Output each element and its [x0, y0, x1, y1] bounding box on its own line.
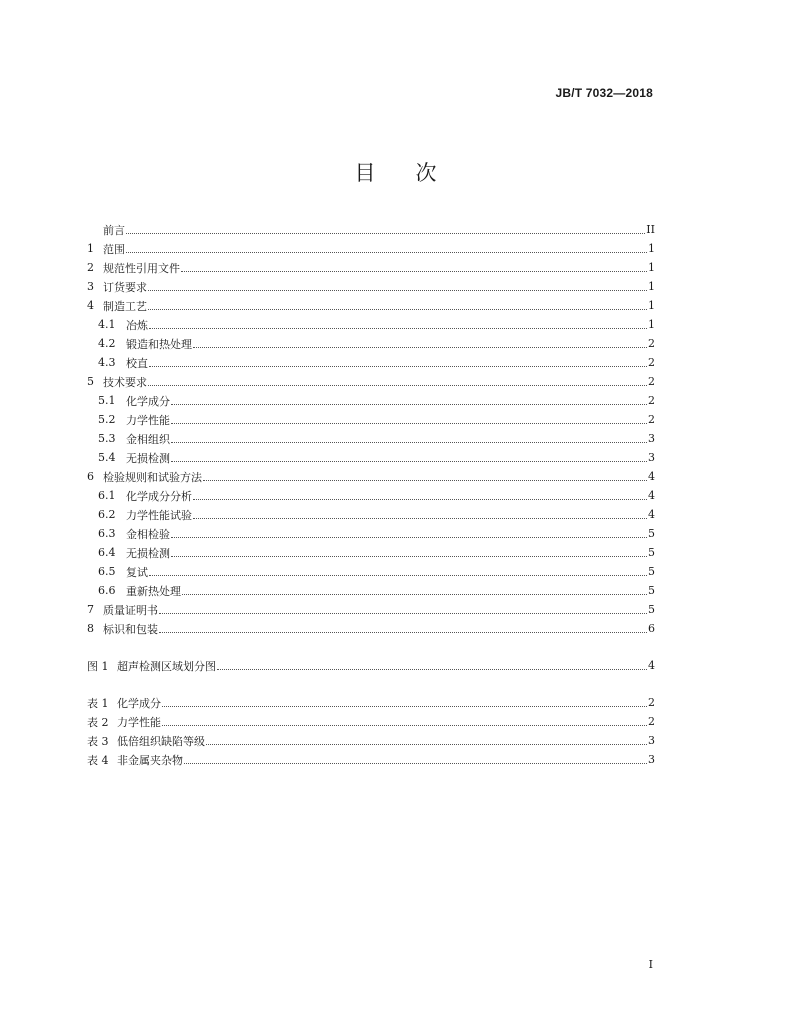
dot-leader — [171, 442, 647, 443]
toc-entry-number: 4.3 — [98, 356, 116, 369]
toc-entry[interactable] — [87, 239, 655, 258]
toc-entry-page: 5 — [648, 527, 655, 540]
toc-entry-label: 范围 — [103, 242, 125, 256]
toc-entry-number: 6.4 — [98, 546, 116, 559]
title-char-2: 次 — [415, 161, 437, 185]
toc-entry[interactable] — [87, 619, 655, 638]
toc-entry-page: 2 — [648, 394, 655, 407]
toc-entry-label: 力学性能 — [117, 715, 161, 729]
toc-entry[interactable] — [87, 562, 655, 581]
toc-entry[interactable] — [87, 391, 655, 410]
toc-entry-number: 6.5 — [98, 565, 116, 578]
toc-entry-number: 8 — [87, 622, 94, 635]
toc-entry-page: 3 — [648, 451, 655, 464]
toc-entry[interactable] — [87, 505, 655, 524]
toc-entry-number: 表 4 — [87, 753, 109, 767]
toc-entry-label: 技术要求 — [103, 375, 147, 389]
toc-entry[interactable] — [87, 693, 655, 712]
toc-entry-number: 6.6 — [98, 584, 116, 597]
toc-entry[interactable] — [87, 258, 655, 277]
toc-entry[interactable] — [87, 410, 655, 429]
toc-entry[interactable] — [87, 296, 655, 315]
toc-entry[interactable] — [87, 656, 655, 675]
toc-entry-label: 复试 — [126, 565, 148, 579]
toc-entry[interactable] — [87, 448, 655, 467]
toc-entry-page: 1 — [648, 242, 655, 255]
toc-entry-label: 锻造和热处理 — [126, 337, 192, 351]
dot-leader — [171, 461, 647, 462]
toc-entry[interactable] — [87, 429, 655, 448]
toc-entry-page: 4 — [648, 508, 655, 521]
toc-entry-number: 5.1 — [98, 394, 116, 407]
toc-entry-label: 制造工艺 — [103, 299, 147, 313]
toc-entry-page: 1 — [648, 299, 655, 312]
dot-leader — [217, 669, 647, 670]
toc-entry-page: 3 — [648, 753, 655, 766]
toc-entry-number: 5 — [87, 375, 94, 388]
toc-entry-label: 规范性引用文件 — [103, 261, 180, 275]
toc-entry-label: 无损检测 — [126, 451, 170, 465]
toc-entry-number: 3 — [87, 280, 94, 293]
toc-entry-label: 校直 — [126, 356, 148, 370]
dot-leader — [203, 480, 647, 481]
toc-entry-page: 1 — [648, 318, 655, 331]
toc-entry-number: 4.2 — [98, 337, 116, 350]
toc-entry-number: 表 2 — [87, 715, 109, 729]
toc-entry[interactable] — [87, 372, 655, 391]
dot-leader — [193, 347, 647, 348]
toc-entry[interactable] — [87, 600, 655, 619]
toc-entry[interactable] — [87, 543, 655, 562]
toc-entry-label: 非金属夹杂物 — [117, 753, 183, 767]
toc-entry-page: 4 — [648, 489, 655, 502]
toc-entry-label: 标识和包装 — [103, 622, 158, 636]
toc-entry[interactable] — [87, 581, 655, 600]
toc-entry[interactable] — [87, 712, 655, 731]
dot-leader — [149, 366, 647, 367]
toc-entry-label: 前言 — [103, 223, 125, 237]
toc-entry[interactable] — [87, 353, 655, 372]
toc-entry-number: 7 — [87, 603, 94, 616]
dot-leader — [126, 252, 647, 253]
toc-entry-number: 6.2 — [98, 508, 116, 521]
toc-entry-label: 金相组织 — [126, 432, 170, 446]
toc-entry-page: 5 — [648, 546, 655, 559]
toc-entry-number: 表 3 — [87, 734, 109, 748]
dot-leader — [171, 537, 647, 538]
dot-leader — [126, 233, 645, 234]
dot-leader — [159, 632, 647, 633]
toc-entry-number: 图 1 — [87, 659, 109, 673]
toc-table-list — [87, 693, 655, 769]
toc-entry-page: 6 — [648, 622, 655, 635]
toc-entry-page: 5 — [648, 584, 655, 597]
dot-leader — [193, 499, 647, 500]
dot-leader — [159, 613, 647, 614]
toc-entry-label: 超声检测区域划分图 — [117, 659, 216, 673]
toc-entry-page: 3 — [648, 734, 655, 747]
toc-entry-page: 4 — [648, 659, 655, 672]
toc-entry-label: 化学成分分析 — [126, 489, 192, 503]
toc-entry-label: 订货要求 — [103, 280, 147, 294]
dot-leader — [182, 594, 647, 595]
dot-leader — [206, 744, 647, 745]
toc-entry-page: 5 — [648, 603, 655, 616]
toc-entry-label: 冶炼 — [126, 318, 148, 332]
toc-entry-number: 5.3 — [98, 432, 116, 445]
toc-entry-number: 5.2 — [98, 413, 116, 426]
toc-entry-label: 低倍组织缺陷等级 — [117, 734, 205, 748]
dot-leader — [171, 423, 647, 424]
toc-entry-number: 1 — [87, 242, 94, 255]
toc-entry-label: 检验规则和试验方法 — [103, 470, 202, 484]
dot-leader — [193, 518, 647, 519]
toc-entry-page: 2 — [648, 696, 655, 709]
toc-entry-page: 1 — [648, 261, 655, 274]
toc-entry[interactable] — [87, 334, 655, 353]
toc-entry-page: 3 — [648, 432, 655, 445]
toc-entry-number: 6.3 — [98, 527, 116, 540]
dot-leader — [181, 271, 647, 272]
dot-leader — [148, 290, 647, 291]
dot-leader — [162, 725, 647, 726]
toc-entry-number: 5.4 — [98, 451, 116, 464]
toc-entry-number: 2 — [87, 261, 94, 274]
toc-entry-label: 化学成分 — [117, 696, 161, 710]
toc-entry-label: 力学性能 — [126, 413, 170, 427]
dot-leader — [171, 556, 647, 557]
toc-entry[interactable] — [87, 731, 655, 750]
toc-entry[interactable] — [87, 750, 655, 769]
toc-entry-page: 2 — [648, 715, 655, 728]
dot-leader — [162, 706, 647, 707]
toc-entry-number: 4 — [87, 299, 94, 312]
toc-entry-number: 6 — [87, 470, 94, 483]
page-title — [0, 158, 791, 188]
toc-entry[interactable] — [87, 220, 655, 239]
toc-entry-label: 化学成分 — [126, 394, 170, 408]
toc-entry-number: 4.1 — [98, 318, 116, 331]
standard-code: JB/T 7032—2018 — [555, 86, 653, 100]
toc-entry[interactable] — [87, 486, 655, 505]
toc-entry[interactable] — [87, 524, 655, 543]
toc-entry-page: 2 — [648, 375, 655, 388]
toc-entry-label: 重新热处理 — [126, 584, 181, 598]
toc-entry[interactable] — [87, 315, 655, 334]
toc-entry-page: 5 — [648, 565, 655, 578]
dot-leader — [149, 575, 647, 576]
toc-entry-page: 2 — [648, 413, 655, 426]
page-number: I — [648, 958, 653, 971]
toc-entry-page: 2 — [648, 356, 655, 369]
toc-entry-page: 4 — [648, 470, 655, 483]
toc-entry-page: 2 — [648, 337, 655, 350]
dot-leader — [184, 763, 647, 764]
title-char-1: 目 — [354, 161, 376, 185]
toc-entry-page: 1 — [648, 280, 655, 293]
toc-entry-label: 力学性能试验 — [126, 508, 192, 522]
toc-entry[interactable] — [87, 467, 655, 486]
dot-leader — [148, 309, 647, 310]
toc-entry[interactable] — [87, 277, 655, 296]
table-of-contents — [87, 220, 655, 769]
toc-entry-label: 无损检测 — [126, 546, 170, 560]
dot-leader — [171, 404, 647, 405]
dot-leader — [148, 385, 647, 386]
toc-entry-label: 金相检验 — [126, 527, 170, 541]
dot-leader — [149, 328, 647, 329]
toc-figure-list — [87, 656, 655, 675]
toc-entry-number: 表 1 — [87, 696, 109, 710]
toc-entry-label: 质量证明书 — [103, 603, 158, 617]
toc-main-list — [87, 220, 655, 638]
toc-entry-page: II — [646, 223, 655, 236]
toc-entry-number: 6.1 — [98, 489, 116, 502]
